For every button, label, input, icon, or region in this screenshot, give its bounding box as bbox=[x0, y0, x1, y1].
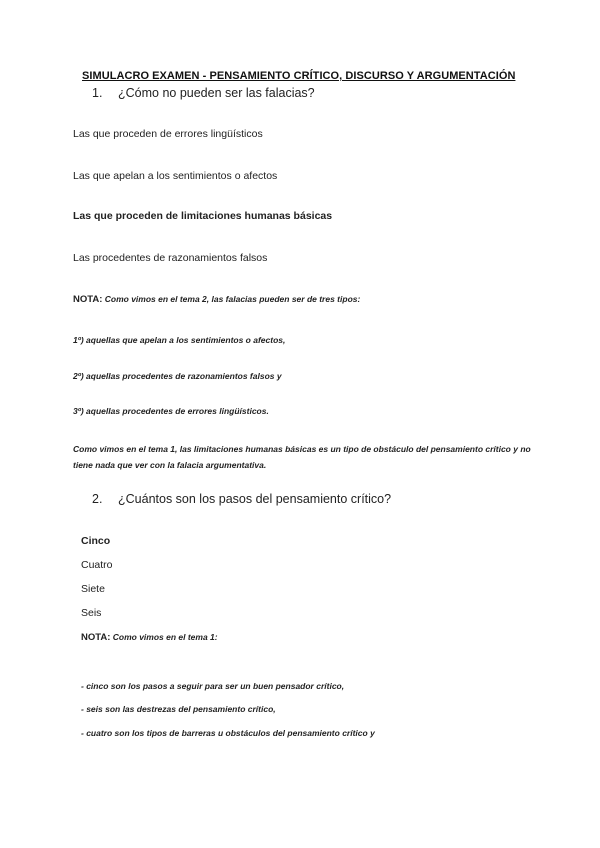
q2-option-2[interactable]: Cuatro bbox=[81, 559, 113, 571]
question-2-number: 2. bbox=[92, 492, 103, 506]
q1-nota-item-3: 3º) aquellas procedentes de errores lingüísticos. bbox=[73, 406, 269, 416]
q2-option-4[interactable]: Seis bbox=[81, 607, 102, 619]
q1-nota-text: Como vimos en el tema 2, las falacias pueden ser de tres tipos: bbox=[104, 294, 361, 304]
q2-nota bbox=[81, 632, 218, 643]
q2-nota-item-2: - seis son las destrezas del pensamiento crítico, bbox=[81, 704, 276, 714]
q1-explanation: Como vimos en el tema 1, las limitaciones humanas básicas es un tipo de obstáculo del pensamiento crítico y no tiene nada que ver con la falacia argumentativa. bbox=[73, 444, 531, 470]
q1-option-4[interactable]: Las procedentes de razonamientos falsos bbox=[73, 252, 268, 264]
q2-option-3[interactable]: Siete bbox=[81, 583, 105, 595]
question-1 bbox=[92, 86, 315, 100]
question-1-text: ¿Cómo no pueden ser las falacias? bbox=[118, 86, 315, 100]
question-1-number: 1. bbox=[92, 86, 103, 100]
q2-option-1-correct[interactable]: Cinco bbox=[81, 535, 111, 547]
q2-nota-text: Como vimos en el tema 1: bbox=[112, 632, 218, 642]
q2-nota-item-1: - cinco son los pasos a seguir para ser un buen pensador crítico, bbox=[81, 681, 345, 691]
q2-nota-item-3: - cuatro son los tipos de barreras u obstáculos del pensamiento crítico y bbox=[81, 728, 375, 738]
q2-nota-label: NOTA: bbox=[81, 632, 111, 643]
q1-nota bbox=[73, 294, 360, 305]
question-2 bbox=[92, 492, 391, 506]
q1-nota-item-1: 1º) aquellas que apelan a los sentimientos o afectos, bbox=[73, 335, 286, 345]
q1-option-3-correct[interactable]: Las que proceden de limitaciones humanas básicas bbox=[73, 210, 333, 222]
q1-nota-label: NOTA: bbox=[73, 294, 103, 305]
q1-nota-item-2: 2º) aquellas procedentes de razonamientos falsos y bbox=[73, 371, 282, 381]
q1-option-2[interactable]: Las que apelan a los sentimientos o afectos bbox=[73, 170, 278, 182]
question-2-text: ¿Cuántos son los pasos del pensamiento crítico? bbox=[118, 492, 392, 506]
page-title: SIMULACRO EXAMEN - PENSAMIENTO CRÍTICO, DISCURSO Y ARGUMENTACIÓN bbox=[82, 70, 516, 82]
q1-option-1[interactable]: Las que proceden de errores lingüísticos bbox=[73, 128, 263, 140]
